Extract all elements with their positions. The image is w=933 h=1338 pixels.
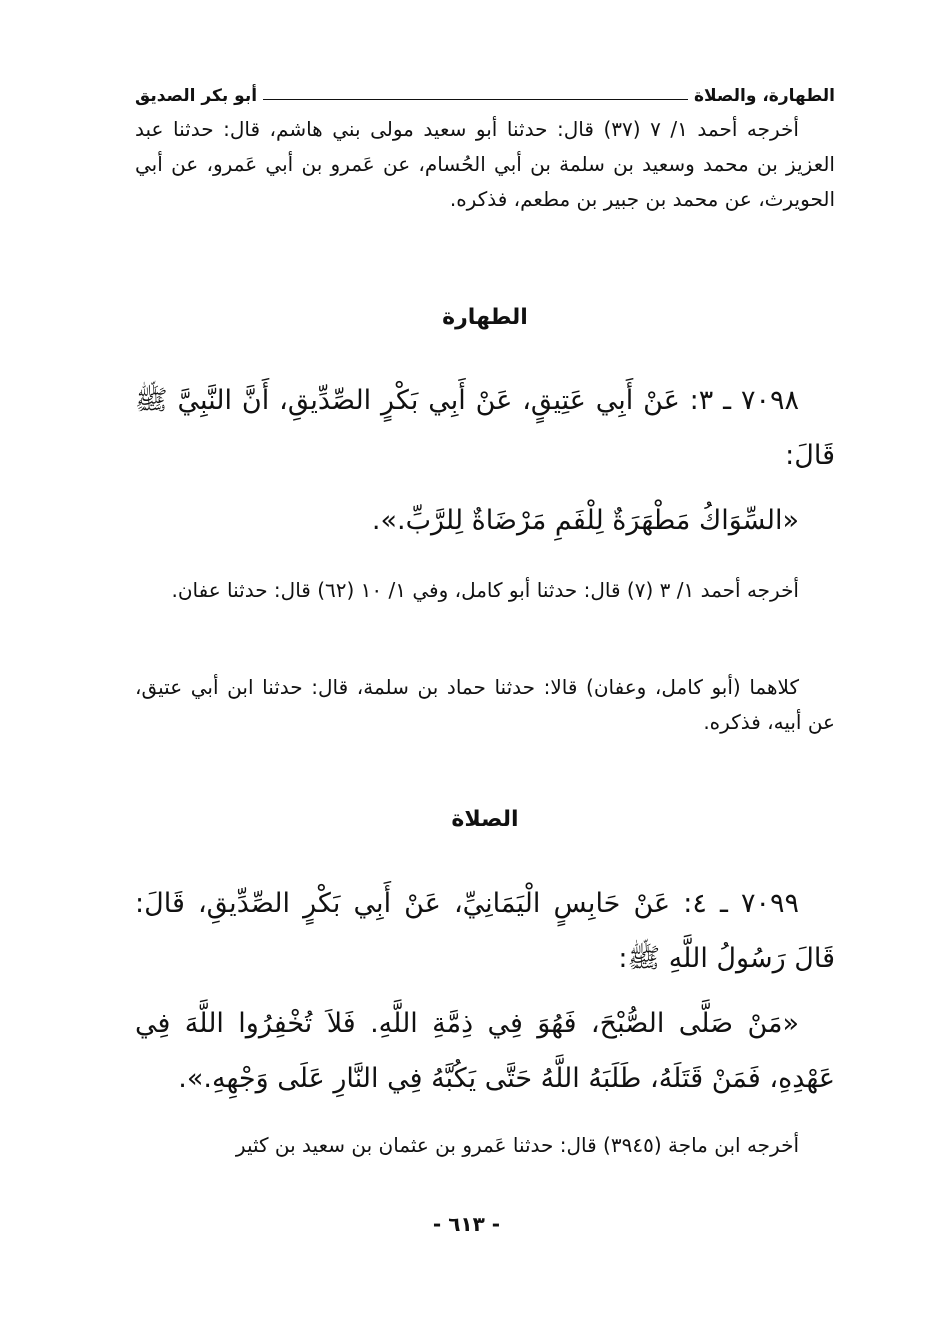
section-heading-tahara: الطهارة (442, 305, 528, 330)
paragraph-takhrij-3: كلاهما (أبو كامل، وعفان) قالا: حدثنا حماد بن سلمة، قال: حدثنا ابن أبي عتيق، عن أبيه، فذكره. (135, 675, 835, 734)
header-book-title: أبو بكر الصديق (135, 86, 258, 106)
running-header (135, 80, 835, 106)
paragraph-takhrij-2: أخرجه أحمد ١/ ٣ (٧) قال: حدثنا أبو كامل، وفي ١/ ١٠ (٦٢) قال: حدثنا عفان. (171, 578, 799, 602)
hadith-7098-intro: ٧٠٩٨ ـ ٣: عَنْ أَبِي عَتِيقٍ، عَنْ أَبِي بَكْرٍ الصِّدِّيقِ، أَنَّ النَّبِيَّ ﷺ قَالَ: (135, 385, 835, 471)
page-number: - ٦١٣ - (432, 1212, 501, 1236)
header-section-title: الطهارة، والصلاة (693, 86, 835, 106)
paragraph-takhrij-1: أخرجه أحمد ١/ ٧ (٣٧) قال: حدثنا أبو سعيد مولى بني هاشم، قال: حدثنا عبد العزيز بن محمد وسعيد بن سلمة بن أبي الحُسام، عن عَمرو بن أبي عَمرو، عن أبي الحويرث، عن محمد بن جبير بن مطعم، فذكره. (135, 117, 835, 211)
header-rule (263, 99, 688, 100)
hadith-7099-intro: ٧٠٩٩ ـ ٤: عَنْ حَابِسٍ الْيَمَانِيِّ، عَنْ أَبِي بَكْرٍ الصِّدِّيقِ، قَالَ: قَالَ رَسُولُ اللَّهِ ﷺ: (135, 888, 835, 974)
hadith-7098-text: «السِّوَاكُ مَطْهَرَةٌ لِلْفَمِ مَرْضَاةٌ لِلرَّبِّ.». (371, 505, 799, 536)
section-heading-salat: الصلاة (451, 807, 519, 832)
hadith-7099-text: «مَنْ صَلَّى الصُّبْحَ، فَهُوَ فِي ذِمَّةِ اللَّهِ. فَلاَ تُخْفِرُوا اللَّهَ فِي عَهْدِهِ، فَمَنْ قَتَلَهُ، طَلَبَهُ اللَّهُ حَتَّى يَكُبَّهُ فِي النَّارِ عَلَى وَجْهِهِ.». (135, 1008, 835, 1094)
paragraph-takhrij-4: أخرجه ابن ماجة (٣٩٤٥) قال: حدثنا عَمرو بن عثمان بن سعيد بن كثير (235, 1133, 799, 1157)
